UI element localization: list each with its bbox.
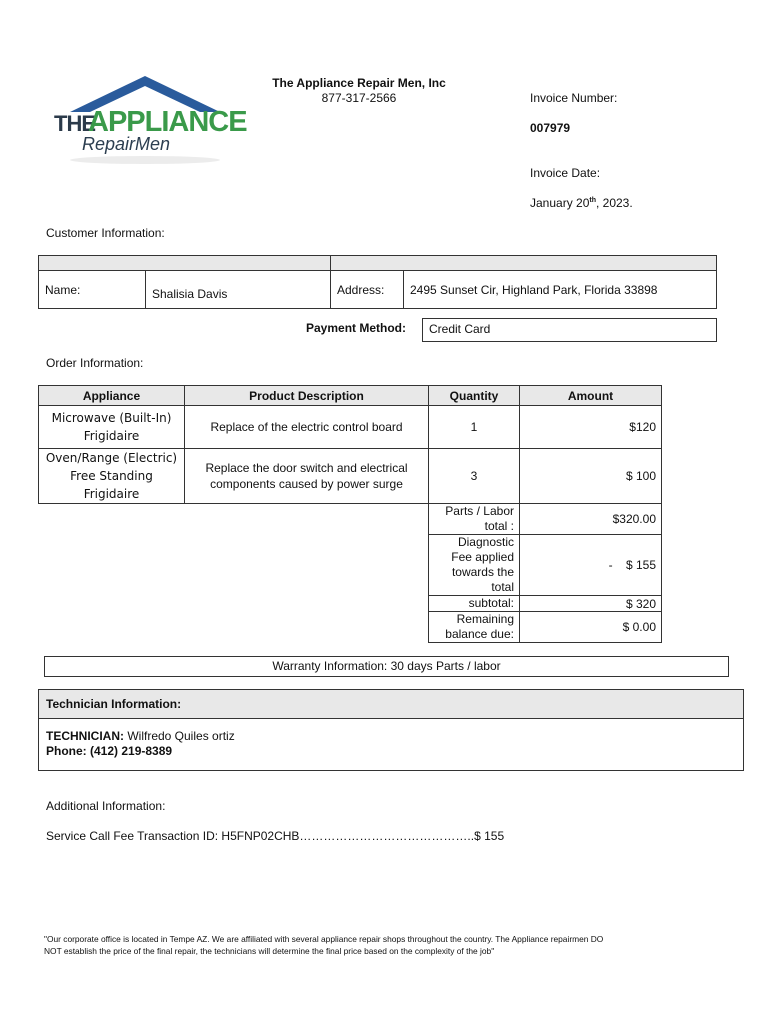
- technician-header: [39, 690, 743, 719]
- order-section-label: Order Information:: [46, 356, 144, 370]
- summary-label-line: total :: [484, 519, 514, 533]
- logo-appliance-text: APPLIANCE: [88, 106, 247, 138]
- summary-row: [39, 612, 662, 643]
- summary-label: [429, 612, 520, 643]
- appliance-cell: [39, 406, 185, 449]
- summary-label-line: Remaining: [456, 612, 514, 626]
- summary-label: [429, 535, 520, 596]
- summary-value: $ 0.00: [520, 612, 662, 643]
- logo-repairmen-text: RepairMen: [82, 134, 171, 154]
- header-appliance: Appliance: [39, 386, 185, 406]
- logo-swoosh: [70, 156, 220, 164]
- technician-name-line: [46, 729, 235, 743]
- header-quantity: Quantity: [429, 386, 520, 406]
- technician-box: [38, 689, 744, 771]
- technician-header-label: Technician Information:: [46, 697, 182, 711]
- summary-row: [39, 596, 662, 612]
- invoice-date: [530, 196, 633, 210]
- summary-label-line: Fee applied: [451, 550, 514, 564]
- summary-label-line: Diagnostic: [457, 535, 514, 549]
- appliance-line: Microwave (Built-In): [51, 411, 172, 425]
- address-label: Address:: [331, 271, 404, 309]
- logo-the-text: THE: [54, 111, 95, 136]
- order-header-row: [39, 386, 662, 406]
- company-logo: [50, 62, 247, 192]
- invoice-number: 007979: [530, 121, 571, 135]
- appliance-cell: [39, 449, 185, 504]
- name-label: Name:: [39, 271, 146, 309]
- technician-name: Wilfredo Quiles ortiz: [124, 729, 235, 743]
- blank-cell: [39, 535, 429, 596]
- customer-header-cell: [39, 256, 331, 271]
- payment-method-label: Payment Method:: [306, 321, 407, 335]
- invoice-date-year: , 2023.: [595, 196, 633, 210]
- company-phone: 877-317-2566: [321, 91, 397, 105]
- blank-cell: [39, 504, 429, 535]
- summary-label-line: balance due:: [445, 627, 514, 641]
- warranty-info: Warranty Information: 30 days Parts / labor: [44, 656, 729, 677]
- payment-method-box: [422, 318, 717, 342]
- blank-cell: [39, 596, 429, 612]
- description-line: Replace the door switch and electrical: [205, 461, 408, 475]
- summary-label: subtotal:: [429, 596, 520, 612]
- footer-line: NOT establish the price of the final repair, the technicians will determine the final price based on the complexity of the job": [44, 946, 495, 956]
- footer-line: "Our corporate office is located in Tempe AZ. We are affiliated with several appliance repair shops throughout the country. The Appliance repairmen DO: [44, 934, 604, 944]
- summary-label-line: towards the: [451, 565, 514, 579]
- customer-section-label: Customer Information:: [46, 226, 165, 240]
- summary-label-line: Parts / Labor: [445, 504, 514, 518]
- invoice-date-label: Invoice Date:: [530, 166, 601, 180]
- blank-cell: [39, 612, 429, 643]
- header-description: Product Description: [185, 386, 429, 406]
- additional-info-label: Additional Information:: [46, 799, 166, 813]
- service-fee-line: Service Call Fee Transaction ID: H5FNP02CHB……………………………………..$ 155: [46, 829, 505, 843]
- appliance-line: Free Standing: [70, 469, 153, 483]
- description-line: components caused by power surge: [210, 477, 403, 491]
- footer-disclaimer: [44, 933, 734, 957]
- summary-label-line: total: [491, 580, 514, 594]
- description-cell: [185, 449, 429, 504]
- appliance-line: Oven/Range (Electric): [45, 451, 178, 465]
- summary-row: [39, 504, 662, 535]
- invoice-date-day: January 20: [530, 196, 590, 210]
- header-amount: Amount: [520, 386, 662, 406]
- invoice-date-suffix: th: [589, 197, 596, 204]
- technician-name-label: TECHNICIAN:: [46, 729, 124, 743]
- order-table: [38, 385, 662, 643]
- summary-value: $320.00: [520, 504, 662, 535]
- quantity-cell: 3: [429, 449, 520, 504]
- description-cell: Replace of the electric control board: [185, 406, 429, 449]
- customer-header-cell: [331, 256, 717, 271]
- customer-table: [38, 255, 717, 309]
- invoice-number-label: Invoice Number:: [530, 91, 618, 105]
- customer-row: [39, 271, 717, 309]
- technician-phone: Phone: (412) 219-8389: [46, 744, 173, 758]
- customer-address: 2495 Sunset Cir, Highland Park, Florida 33898: [404, 271, 717, 309]
- payment-method-value: Credit Card: [429, 322, 491, 336]
- summary-value: $ 320: [520, 596, 662, 612]
- summary-row: [39, 535, 662, 596]
- customer-name: Shalisia Davis: [146, 271, 331, 309]
- company-name: The Appliance Repair Men, Inc: [272, 76, 446, 90]
- appliance-line: Frigidaire: [83, 487, 140, 501]
- table-row: [39, 406, 662, 449]
- summary-value: - $ 155: [520, 535, 662, 596]
- appliance-line: Frigidaire: [83, 429, 140, 443]
- quantity-cell: 1: [429, 406, 520, 449]
- amount-cell: $ 100: [520, 449, 662, 504]
- table-row: [39, 449, 662, 504]
- summary-label: [429, 504, 520, 535]
- amount-cell: $120: [520, 406, 662, 449]
- customer-table-header: [39, 256, 717, 271]
